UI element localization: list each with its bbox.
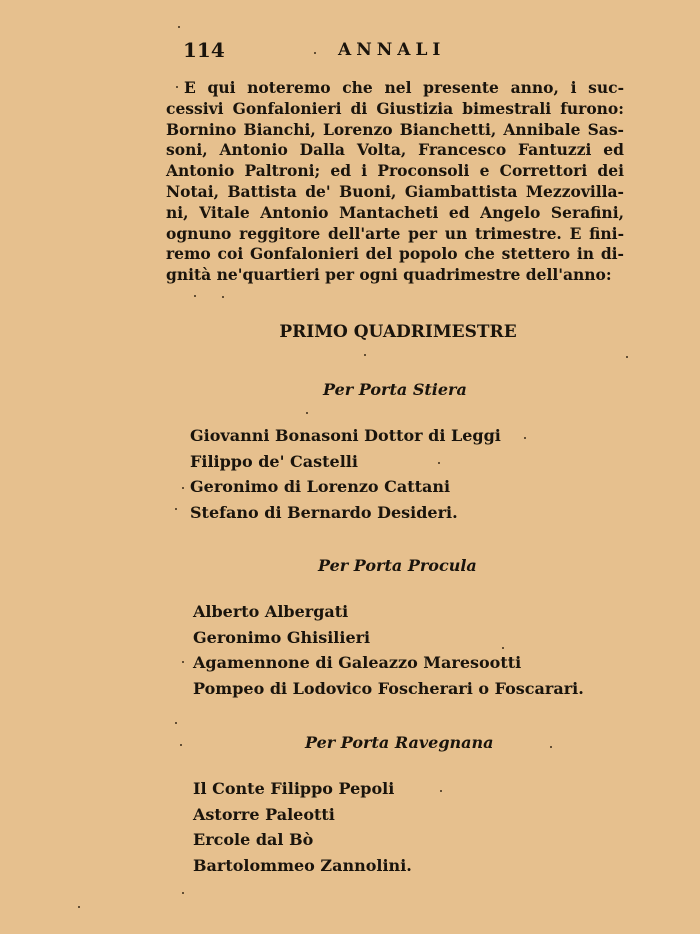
paper-speck [182, 892, 184, 894]
paper-speck [438, 462, 440, 464]
list-item: Geronimo Ghisilieri [193, 627, 371, 647]
list-item: Alberto Albergati [193, 602, 349, 621]
paragraph-line: gnità ne'quartieri per ogni quadrimestre dell'anno: [166, 265, 612, 285]
paper-speck [364, 354, 366, 356]
paper-speck [182, 661, 184, 663]
paper-speck [180, 744, 182, 746]
paper-speck [182, 487, 184, 489]
subheading-porta-stiera: Per Porta Stiera [323, 380, 467, 399]
subheading-porta-procula: Per Porta Procula [318, 556, 477, 575]
paper-speck [194, 295, 196, 297]
paper-speck [550, 746, 552, 748]
page-header [183, 38, 623, 64]
paragraph-line: remo coi Gonfalonieri del popolo che stettero in di- [166, 244, 624, 264]
paragraph-line: E qui noteremo che nel presente anno, i suc- [184, 78, 624, 97]
paper-speck [222, 296, 224, 298]
list-item: Filippo de' Castelli [190, 451, 358, 471]
name-list-porta-stiera [190, 423, 501, 525]
paper-speck [502, 647, 504, 649]
paragraph-line: ni, Vitale Antonio Mantacheti ed Angelo Serafini, [166, 202, 624, 222]
paper-speck [178, 26, 180, 28]
paragraph-line: ognuno reggitore dell'arte per un trimestre. E fini- [166, 223, 624, 243]
section-title: PRIMO QUADRIMESTRE [279, 322, 517, 342]
paper-speck [176, 86, 178, 88]
paper-speck [306, 412, 308, 414]
name-list-porta-procula [193, 599, 584, 701]
list-item: Stefano di Bernardo Desideri. [190, 502, 458, 522]
list-item: Bartolommeo Zannolini. [193, 855, 412, 875]
list-item: Geronimo di Lorenzo Cattani [190, 477, 451, 496]
list-item: Il Conte Filippo Pepoli [193, 779, 395, 798]
running-title: ANNALI [338, 40, 446, 60]
paper-speck [175, 722, 177, 724]
list-item: Giovanni Bonasoni Dottor di Leggi [190, 426, 501, 445]
paragraph-line: Bornino Bianchi, Lorenzo Bianchetti, Annibale Sas- [166, 119, 624, 139]
paper-speck [78, 906, 80, 908]
paper-speck [314, 52, 316, 54]
list-item: Astorre Paleotti [193, 804, 335, 824]
paper-speck [626, 356, 628, 358]
subheading-porta-ravegnana: Per Porta Ravegnana [305, 733, 494, 752]
name-list-porta-ravegnana [193, 776, 412, 878]
page-number: 114 [183, 38, 225, 62]
body-paragraph [166, 78, 624, 286]
list-item: Pompeo di Lodovico Foscherari o Foscarari. [193, 678, 584, 698]
list-item: Agamennone di Galeazzo Maresootti [193, 653, 522, 672]
paragraph-line: cessivi Gonfalonieri di Giustizia bimestrali furono: [166, 98, 624, 118]
paper-speck [524, 437, 526, 439]
paper-speck [440, 790, 442, 792]
paragraph-line: Notai, Battista de' Buoni, Giambattista Mezzovilla- [166, 181, 624, 201]
paragraph-line: Antonio Paltroni; ed i Proconsoli e Correttori dei [166, 161, 624, 181]
paper-speck [175, 508, 177, 510]
paragraph-line: soni, Antonio Dalla Volta, Francesco Fantuzzi ed [166, 140, 624, 160]
list-item: Ercole dal Bò [193, 830, 314, 849]
